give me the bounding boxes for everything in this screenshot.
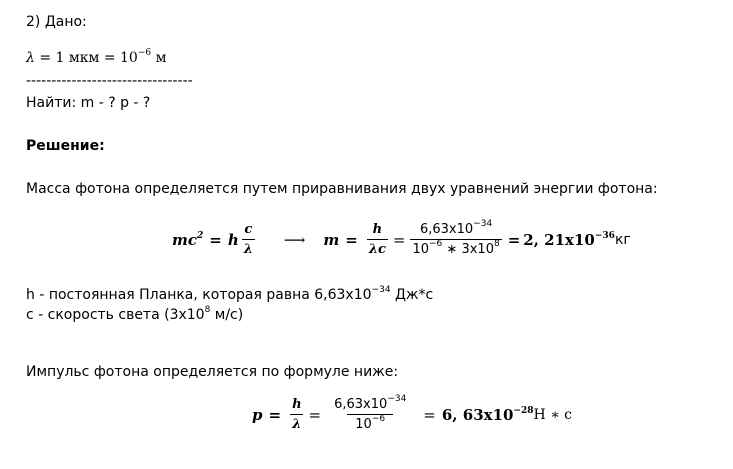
solution-heading: Решение: [26,138,105,154]
equals-sign: = [268,405,282,424]
planck-line: h - постоянная Планка, которая равна $6,63x10^{-34}$ Дж*с [26,285,434,303]
lambda-line [26,50,166,66]
equals-sign: = [507,230,521,249]
momentum-intro: Импульс фотона определяется по формуле ниже: [26,364,399,380]
equals-sign: = [423,405,436,424]
momentum-unit: Н ∗ с [533,406,572,423]
given-heading: 2) Дано: [26,14,87,30]
c-over-lambda-fraction: $\frac{c}{\lambda}$ [243,222,253,257]
find-line: Найти: m - ? p - ? [26,95,151,111]
h-over-lambda-fraction: $\frac{h}{\lambda}$ [292,397,302,432]
mass-equation [172,219,631,257]
equals-sign: = [209,230,222,249]
mass-unit: кг [614,231,631,248]
mass-result: 2, $21x10^{-36}$ [523,230,615,249]
lambda-value: = 1 мкм = 10 [39,50,138,66]
equals-sign: = [308,405,322,424]
lambda-exponent: −6 [137,48,152,58]
speed-line: c - скорость света ($3x10^8$ м/с) [26,305,244,323]
mass-intro: Масса фотона определяется путем приравнивания двух уравнений энергии фотона: [26,181,658,197]
equals-sign: = [345,230,358,249]
numeric-fraction: $\frac{6,63x10^{-34}}{10^{-6} ∗ 3x10^8}$ [412,219,500,257]
separator: --------------------------------- [26,73,193,89]
arrow: ⟶ [283,230,306,249]
momentum-equation [252,394,572,432]
h-over-lambda-c-fraction: $\frac{h}{\lambda c}$ [368,222,386,257]
m-term: m [323,230,340,249]
momentum-result: 6, $63x10^{-28}$ [441,405,534,424]
numeric-fraction: $\frac{6,63x10^{-34}}{10^{-6}}$ [334,394,407,432]
equals-sign: = [392,230,406,249]
p-term: p [252,405,263,424]
mc2-term: $mc^2$ [172,230,204,249]
lambda-unit: м [151,50,167,66]
lambda-symbol: λ [26,50,35,66]
h-term: h [227,230,239,249]
